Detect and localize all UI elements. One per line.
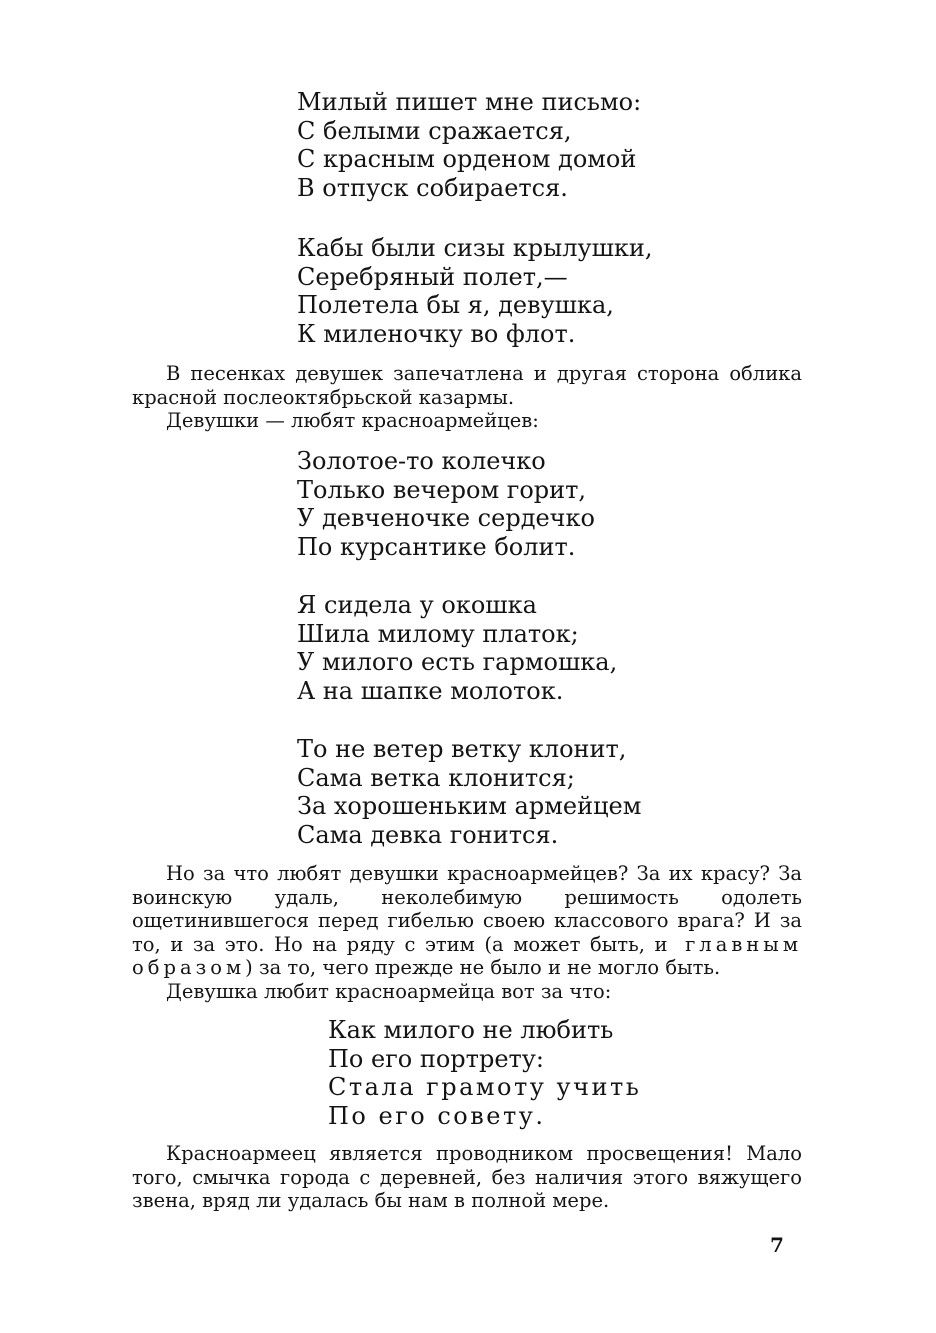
paragraph: Девушка любит красноармейца вот за что: — [166, 979, 612, 1003]
poem-line: Только вечером горит, — [297, 475, 587, 504]
poem-line: По его совету. — [328, 1101, 546, 1130]
paragraph-text: Но за что любят девушки красноармейцев? За их красу? За воинскую удаль, неколебимую решимость одолеть ощетинившегося перед гибелью своею классового врага? И за то, и за это. Но на ряду с этим (а может быть, — [132, 862, 802, 956]
poem-line: Сама ветка клонится; — [297, 763, 575, 792]
poem-line: По его портрету: — [328, 1044, 544, 1073]
poem-line: За хорошеньким армейцем — [297, 792, 642, 820]
poem-line: К миленочку во флот. — [297, 319, 576, 348]
poem-line: А на шапке молоток. — [297, 676, 564, 705]
poem-line: Милый пишет мне письмо: — [297, 88, 642, 116]
poem-line: Полетела бы я, девушка, — [297, 291, 614, 319]
paragraph: Девушки — любят красноармейцев: — [166, 409, 539, 432]
paragraph: Красноармеец является проводником просвещения! Мало того, смычка города с деревней, без наличия этого вяжущего звена, вряд ли удалась бы нам в полной мере. — [132, 1142, 802, 1212]
poem-line: Стала грамоту учить — [328, 1073, 642, 1101]
poem-line: Сама девка гонится. — [297, 820, 559, 849]
poem-line: С белыми сражается, — [297, 116, 572, 145]
poem-line: Как милого не любить — [328, 1016, 614, 1044]
poem-stanza-1 — [297, 88, 641, 202]
poem-line: С красным орденом домой — [297, 145, 637, 173]
poem-line: Шила милому платок; — [297, 619, 579, 648]
poem-line: У девченочке сердечко — [297, 504, 595, 532]
paragraph-text: ) за то, чего прежде не было и не могло быть. — [245, 956, 721, 979]
poem-line: В отпуск собирается. — [297, 173, 568, 202]
prose-block-1 — [132, 362, 802, 433]
prose-block-3 — [132, 1142, 802, 1213]
poem-stanza-4 — [297, 591, 617, 705]
poem-stanza-6 — [328, 1016, 641, 1130]
paragraph: В песенках девушек запечатлена и другая сторона облика красной послеоктябрьской казармы. — [132, 362, 802, 409]
poem-line: Я сидела у окошка — [297, 591, 537, 619]
paragraph — [132, 862, 802, 980]
poem-line: Золотое-то колечко — [297, 447, 546, 475]
poem-line: Кабы были сизы крылушки, — [297, 234, 653, 262]
poem-stanza-3 — [297, 447, 595, 561]
poem-line: Серебряный полет,— — [297, 262, 568, 291]
poem-line: У милого есть гармошка, — [297, 648, 618, 676]
page-number: 7 — [770, 1233, 784, 1257]
poem-line: То не ветер ветку клонит, — [297, 735, 627, 763]
prose-block-2 — [132, 862, 802, 1003]
poem-stanza-2 — [297, 234, 653, 348]
poem-line: По курсантике болит. — [297, 532, 576, 561]
poem-stanza-5 — [297, 735, 641, 849]
emphasis-text: и главным образом — [132, 932, 802, 979]
